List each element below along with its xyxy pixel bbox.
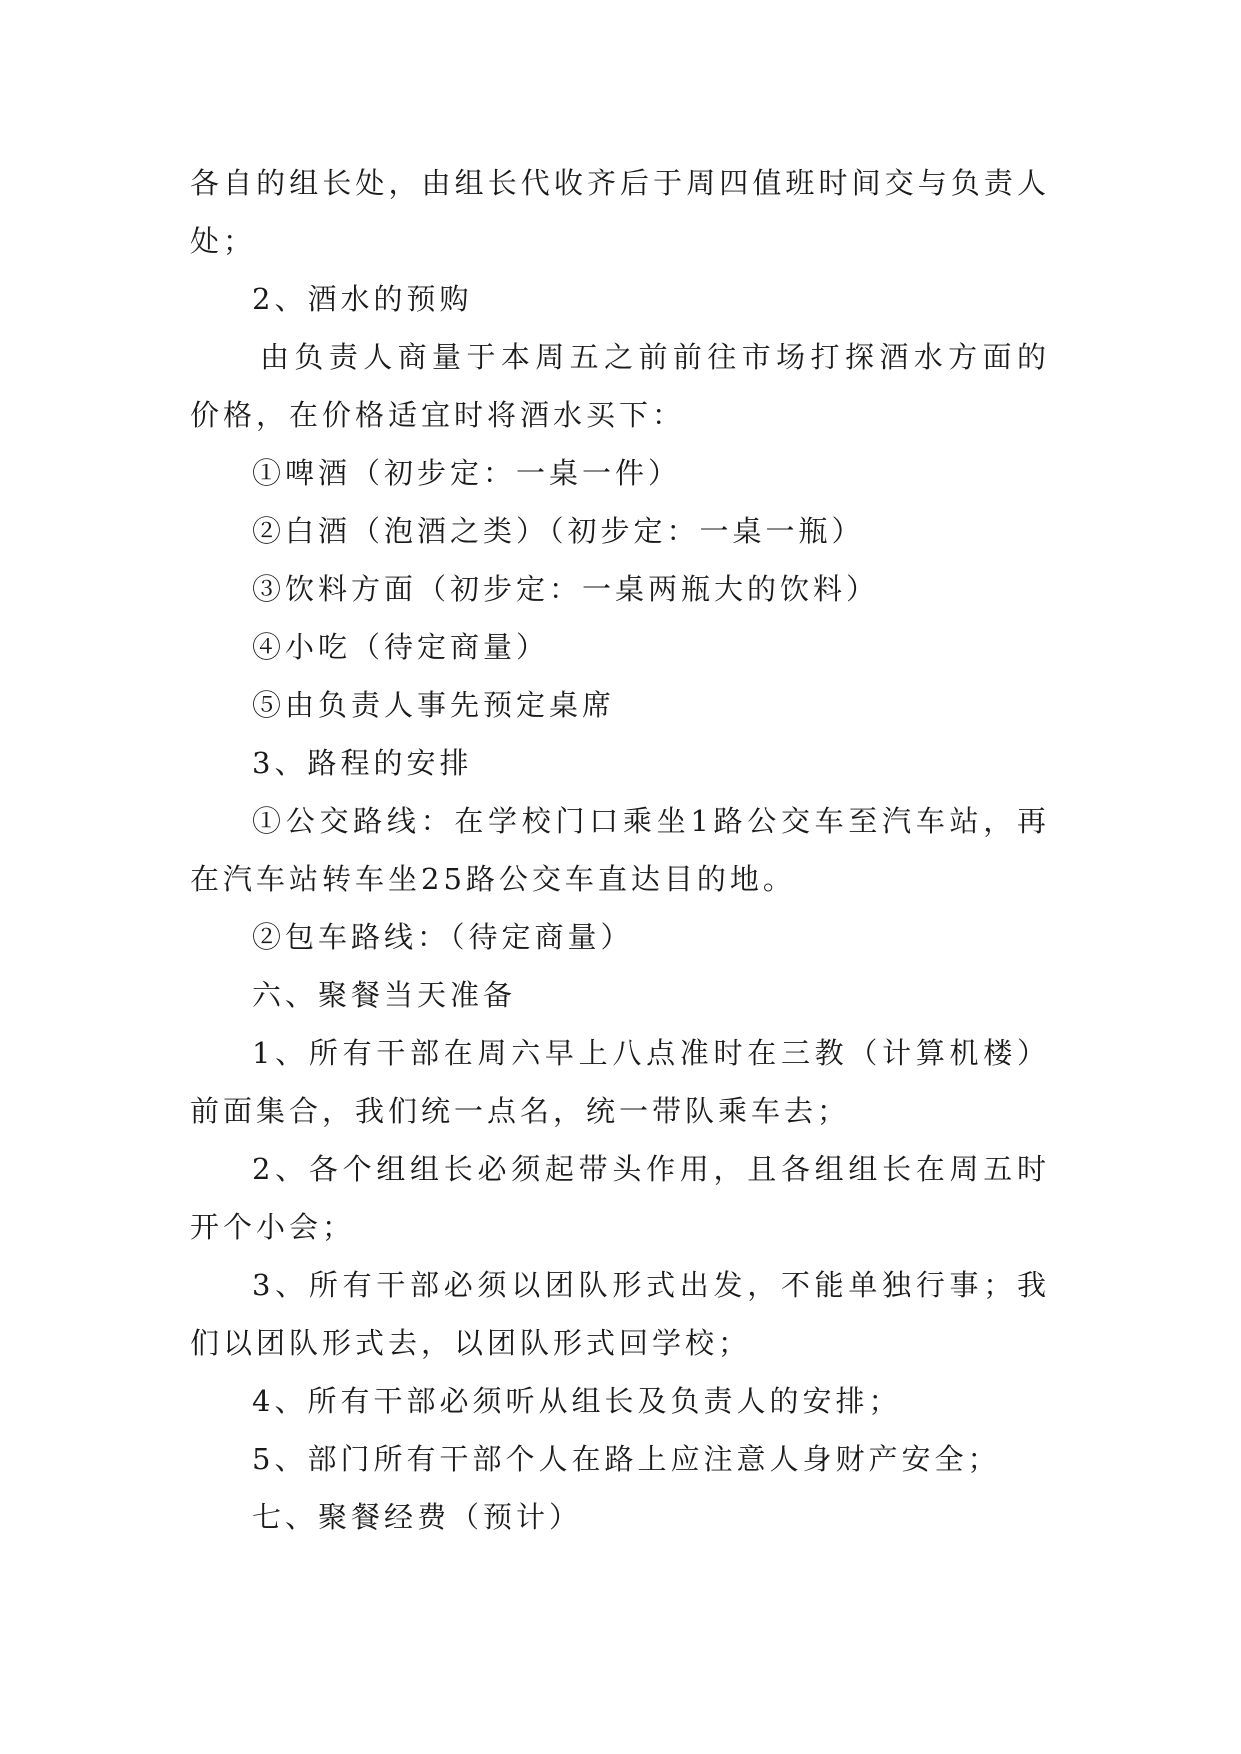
document-body <box>190 154 1050 1546</box>
paragraph-drinks-price: 由负责人商量于本周五之前前往市场打探酒水方面的价格，在价格适宜时将酒水买下： <box>190 340 1050 432</box>
list-item-assembly: 1、所有干部在周六早上八点准时在三教（计算机楼）前面集合，我们统一点名，统一带队乘车去； <box>190 1036 1050 1128</box>
section-heading-day-preparation: 六、聚餐当天准备 <box>252 978 517 1012</box>
heading-route-arrangement: 3、路程的安排 <box>252 746 473 780</box>
list-item-safety: 5、部门所有干部个人在路上应注意人身财产安全； <box>252 1442 1001 1476</box>
list-item-table-booking: ⑤由负责人事先预定桌席 <box>252 688 616 722</box>
list-item-charter-route: ②包车路线：（待定商量） <box>252 920 634 954</box>
list-item-team-travel: 3、所有干部必须以团队形式出发，不能单独行事；我们以团队形式去，以团队形式回学校； <box>190 1268 1050 1360</box>
list-item-follow-arrangement: 4、所有干部必须听从组长及负责人的安排； <box>252 1384 902 1418</box>
heading-drinks-purchase: 2、酒水的预购 <box>252 282 473 316</box>
list-item-bus-route: ①公交路线：在学校门口乘坐1路公交车至汽车站，再在汽车站转车坐25路公交车直达目的地。 <box>190 804 1050 896</box>
list-item-beer: ①啤酒（初步定：一桌一件） <box>252 456 682 490</box>
list-item-liquor: ②白酒（泡酒之类）（初步定：一桌一瓶） <box>252 514 865 548</box>
list-item-snacks: ④小吃（待定商量） <box>252 630 550 664</box>
section-heading-budget: 七、聚餐经费（预计） <box>252 1500 583 1534</box>
paragraph-continuation: 各自的组长处，由组长代收齐后于周四值班时间交与负责人处； <box>190 166 1050 258</box>
list-item-beverages: ③饮料方面（初步定：一桌两瓶大的饮料） <box>252 572 880 606</box>
list-item-group-leaders: 2、各个组组长必须起带头作用，且各组组长在周五时开个小会； <box>190 1152 1050 1244</box>
